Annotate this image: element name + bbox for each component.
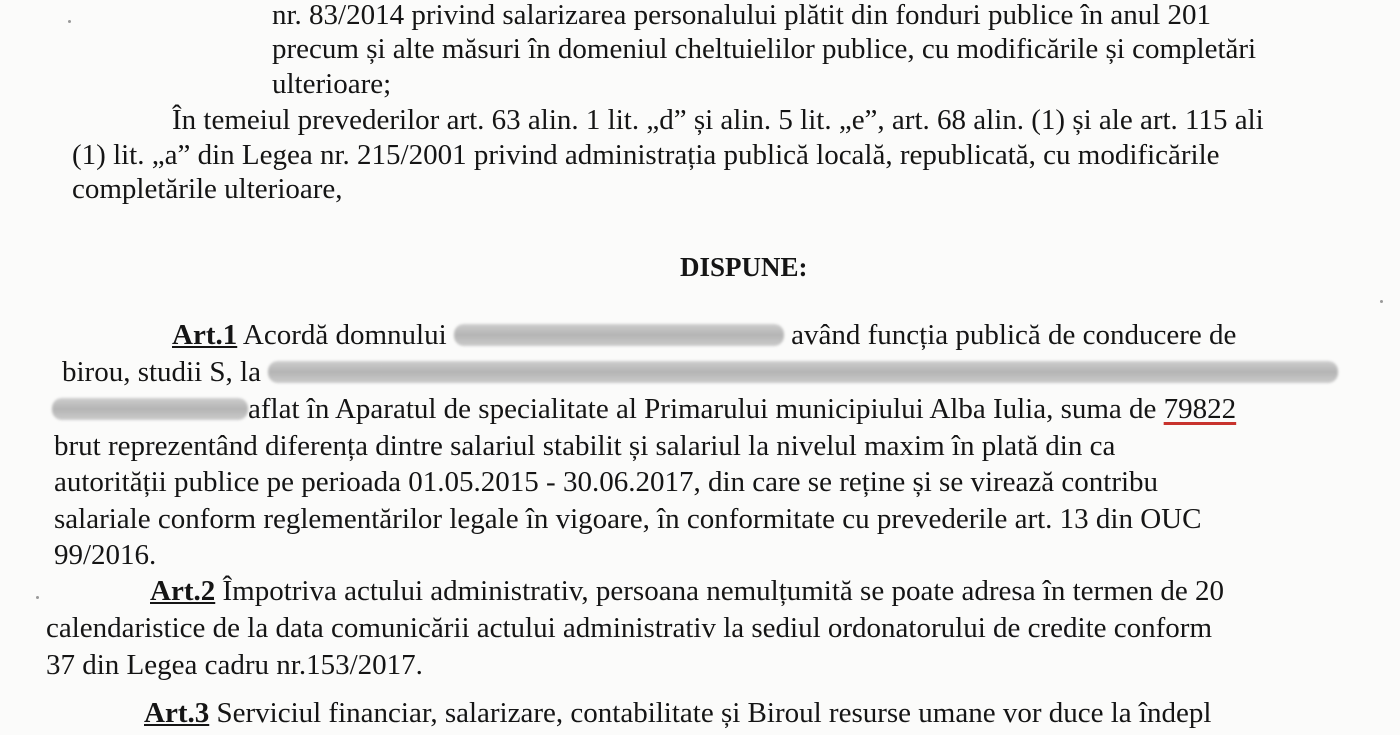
scan-speck	[1380, 300, 1383, 303]
art2-line-1	[150, 574, 1224, 608]
article-label: Art.1	[172, 319, 238, 351]
paragraph-text: birou, studii S, la	[62, 356, 261, 388]
paragraph-line: autorității publice pe perioada 01.05.2015 - 30.06.2017, din care se reține și se virează contribu	[54, 466, 1159, 498]
paragraph-line: salariale conform reglementărilor legale în vigoare, în conformitate cu prevederile art. 13 din OUC	[54, 503, 1202, 535]
paragraph-text: aflat în Aparatul de specialitate al Primarului municipiului Alba Iulia, suma de	[248, 393, 1157, 425]
paragraph-line: ulterioare;	[272, 68, 392, 100]
paragraph-line: nr. 83/2014 privind salarizarea personalului plătit din fonduri publice în anul 201	[272, 0, 1212, 31]
amount-value: 79822	[1163, 393, 1237, 425]
paragraph-line: (1) lit. „a” din Legea nr. 215/2001 privind administrația publică locală, republicată, cu modificările	[72, 139, 1220, 171]
paragraph-text: Serviciul financiar, salarizare, contabilitate și Biroul resurse umane vor duce la îndepl	[216, 697, 1212, 729]
paragraph-line: completările ulterioare,	[72, 173, 343, 205]
paragraph-line: În temeiul prevederilor art. 63 alin. 1 lit. „d” și alin. 5 lit. „e”, art. 68 alin. (1) și ale art. 115 ali	[172, 104, 1264, 136]
paragraph-line: brut reprezentând diferența dintre salariul stabilit și salariul la nivelul maxim în plată din ca	[54, 430, 1116, 462]
scan-speck	[68, 20, 71, 23]
scan-speck	[36, 596, 39, 599]
paragraph-line: precum și alte măsuri în domeniul cheltuielilor publice, cu modificările și completări	[272, 33, 1257, 65]
art1-line-2	[62, 355, 1338, 389]
art3-line-1	[144, 696, 1211, 730]
paragraph-line: 37 din Legea cadru nr.153/2017.	[46, 649, 423, 681]
redacted-name	[454, 324, 784, 346]
paragraph-text: Împotriva actului administrativ, persoana nemulțumită se poate adresa în termen de 20	[222, 575, 1225, 607]
redacted-department	[268, 361, 1338, 383]
paragraph-text: având funcția publică de conducere de	[791, 319, 1237, 351]
art1-line-1	[172, 318, 1236, 352]
article-label: Art.2	[150, 575, 216, 607]
paragraph-text: Acordă domnului	[242, 319, 447, 351]
art1-line-3	[52, 392, 1236, 426]
redacted-unit	[52, 398, 248, 420]
section-heading: DISPUNE:	[680, 252, 808, 282]
paragraph-line: calendaristice de la data comunicării actului administrativ la sediul ordonatorului de credite conform	[46, 612, 1213, 644]
article-label: Art.3	[144, 697, 210, 729]
paragraph-line: 99/2016.	[54, 539, 157, 571]
